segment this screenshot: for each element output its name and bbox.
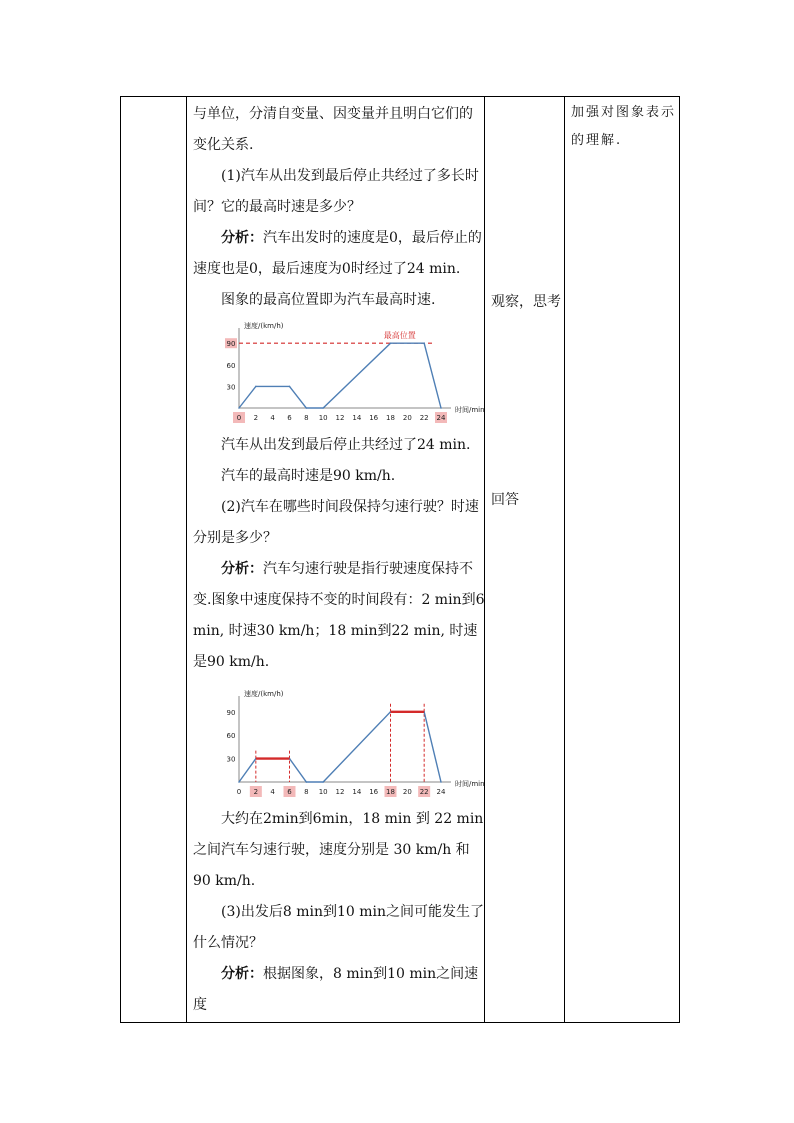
x-axis-label: 时间/min <box>455 406 485 414</box>
data-point <box>322 407 324 409</box>
data-point <box>289 386 291 388</box>
x-tick-label: 16 <box>369 788 379 796</box>
data-point <box>440 781 442 783</box>
x-tick-label: 14 <box>352 414 362 422</box>
analysis-text: 汽车匀速行驶是指行驶速度保持不变.图象中速度保持不变的时间段有：2 min到6 min, 时速30 km/h；18 min到22 min, 时速是90 km/h. <box>193 561 485 670</box>
y-tick-label: 30 <box>226 383 236 392</box>
analysis-label: 分析： <box>221 966 263 982</box>
x-tick-label: 12 <box>335 788 345 796</box>
result-3: 大约在2min到6min，18 min 到 22 min 之间汽车匀速行驶，速度分别是 30 km/h 和90 km/h. <box>193 811 484 889</box>
x-tick-label: 8 <box>304 788 309 796</box>
x-tick-label: 24 <box>436 788 446 796</box>
analysis-1b: 图象的最高位置即为汽车最高时速. <box>221 292 436 308</box>
data-point <box>238 407 240 409</box>
analysis-label: 分析： <box>221 230 263 246</box>
x-tick-label: 6 <box>287 788 292 796</box>
x-axis-label: 时间/min <box>455 780 485 788</box>
x-tick-label: 14 <box>352 788 362 796</box>
x-tick-label: 20 <box>402 788 412 796</box>
x-tick-label: 10 <box>318 788 328 796</box>
x-tick-label: 0 <box>236 414 242 422</box>
lesson-table <box>120 96 680 1023</box>
x-tick-label: 10 <box>318 414 328 422</box>
analysis-1 <box>193 223 485 285</box>
column-divider <box>564 97 565 1022</box>
data-point <box>255 386 257 388</box>
analysis-2 <box>193 554 485 678</box>
data-point <box>306 407 308 409</box>
data-point <box>238 781 240 783</box>
x-tick-label: 18 <box>386 788 395 796</box>
x-tick-label: 18 <box>386 414 395 422</box>
y-tick-label: 60 <box>226 361 236 370</box>
x-tick-label: 2 <box>253 414 259 422</box>
x-tick-label: 4 <box>270 788 275 796</box>
x-tick-label: 0 <box>236 788 242 796</box>
y-tick-label: 60 <box>226 732 236 741</box>
y-tick-label: 90 <box>226 708 236 717</box>
speed-time-chart-1 <box>193 318 485 430</box>
y-tick-label: 30 <box>226 755 236 764</box>
student-activity-observe: 观察，思考 <box>491 294 561 310</box>
data-point <box>306 781 308 783</box>
y-axis-label: 速度/(km/h) <box>244 322 284 330</box>
speed-time-chart-2 <box>193 686 485 804</box>
teaching-content <box>193 97 485 1021</box>
x-tick-label: 24 <box>436 414 446 422</box>
speed-series-line <box>239 712 441 782</box>
analysis-text: 根据图象，8 min到10 min之间速度 <box>193 966 479 1013</box>
x-tick-label: 22 <box>419 788 429 796</box>
x-tick-label: 20 <box>402 414 412 422</box>
data-point <box>440 407 442 409</box>
analysis-3 <box>193 959 485 1021</box>
intro-paragraph: 与单位，分清自变量、因变量并且明白它们的变化关系. <box>193 106 473 153</box>
question-2: (2)汽车在哪些时间段保持匀速行驶？时速分别是多少？ <box>193 499 479 546</box>
design-intent: 加强对图象表示的理解. <box>571 105 677 148</box>
data-point <box>423 342 425 344</box>
data-point <box>322 781 324 783</box>
x-tick-label: 4 <box>270 414 275 422</box>
analysis-text: 汽车出发时的速度是0，最后停止的速度也是0，最后速度为0时经过了24 min. <box>193 230 482 277</box>
column-divider <box>186 97 187 1022</box>
x-tick-label: 2 <box>253 788 259 796</box>
analysis-label: 分析： <box>221 561 263 577</box>
max-position-label: 最高位置 <box>383 331 416 341</box>
y-tick-label: 90 <box>226 340 236 349</box>
student-activity-answer: 回答 <box>491 492 519 508</box>
x-tick-label: 16 <box>369 414 379 422</box>
question-1: (1)汽车从出发到最后停止共经过了多长时间？它的最高时速是多少？ <box>193 168 479 215</box>
x-tick-label: 8 <box>304 414 309 422</box>
x-tick-label: 22 <box>419 414 429 422</box>
speed-series-line <box>239 343 441 408</box>
y-axis-label: 速度/(km/h) <box>244 690 284 698</box>
x-tick-label: 6 <box>287 414 292 422</box>
data-point <box>390 342 392 344</box>
question-3: (3)出发后8 min到10 min之间可能发生了什么情况？ <box>193 904 484 951</box>
result-1: 汽车从出发到最后停止共经过了24 min. <box>221 437 471 453</box>
x-tick-label: 12 <box>335 414 345 422</box>
result-2: 汽车的最高时速是90 km/h. <box>221 468 396 484</box>
